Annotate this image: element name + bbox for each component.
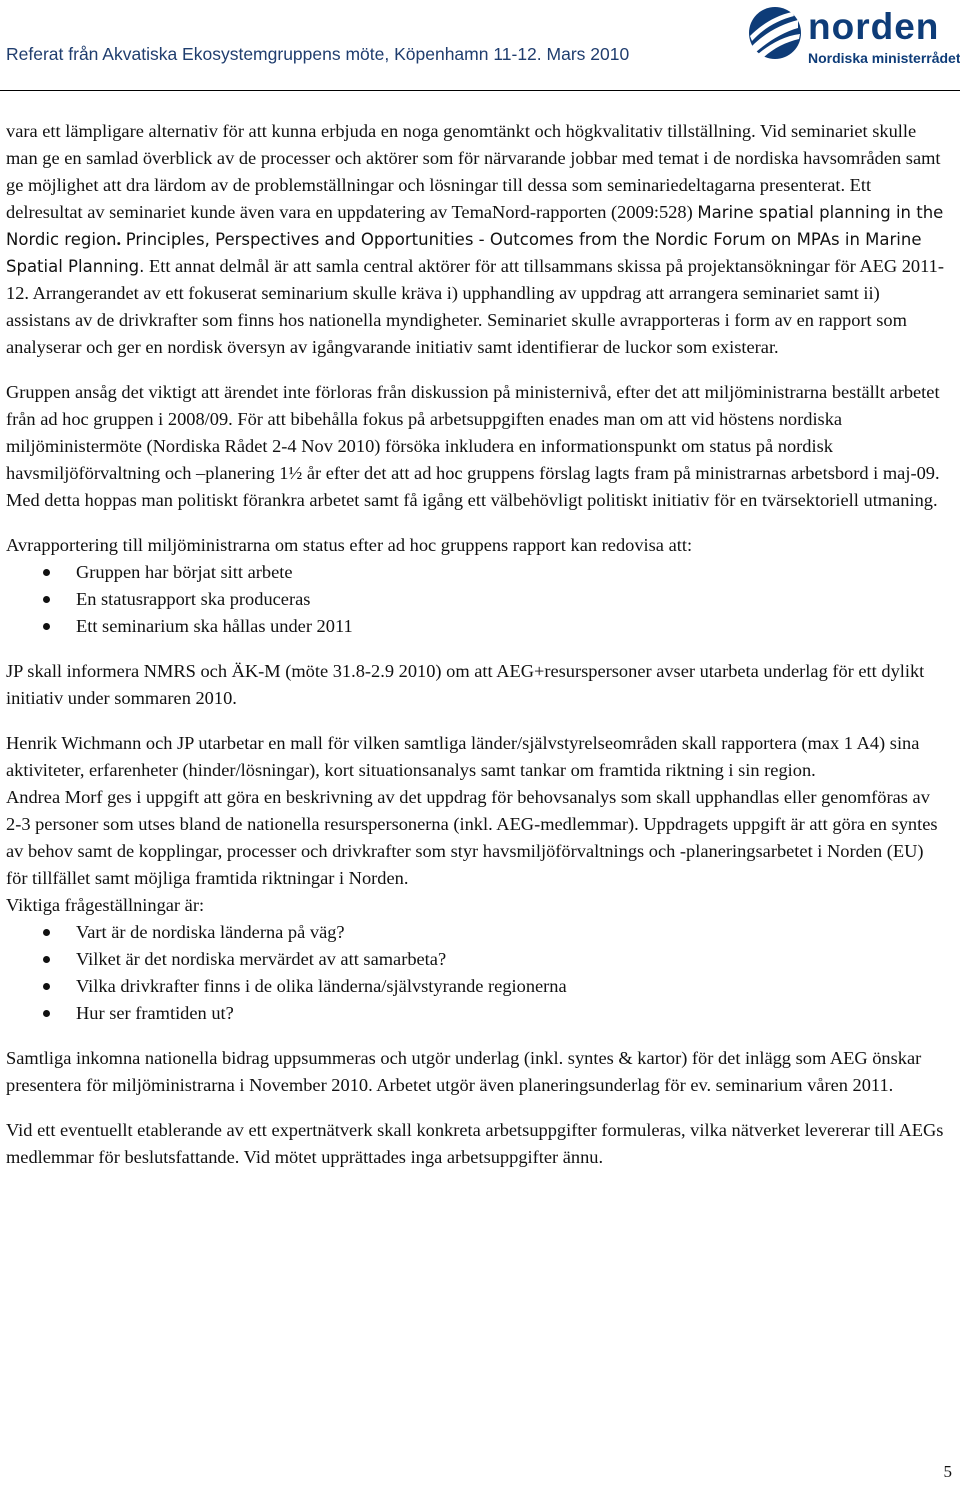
norden-logo — [748, 4, 960, 70]
bullet-list-status — [6, 559, 944, 640]
paragraph-assignment: Andrea Morf ges i uppgift att göra en beskrivning av det uppdrag för behovsanalys som skall upphandlas eller genomföras av 2-3 personer som utses bland de nationella resurspersonerna (inkl. AEG-medlemmar). Uppdragets uppgift är att göra en syntes av behov samt de kopplingar, processer och drivkrafter som styr havsmiljöförvaltnings och -planeringsarbetet i Norden (EU) för tillfället samt möjliga framtida riktningar i Norden. — [6, 787, 938, 888]
list-item: Vart är de nordiska länderna på väg? — [6, 919, 944, 946]
list-item: Gruppen har börjat sitt arbete — [6, 559, 944, 586]
list-item: Vilket är det nordiska mervärdet av att samarbeta? — [6, 946, 944, 973]
paragraph-text: Ett annat delmål är att samla central aktörer för att tillsammans skissa på projektansökningar för AEG 2011-12. Arrangerandet av ett fokuserat seminarium skulle kräva i) upphandling av uppdrag att arrangera seminariet samt ii) assistans av de drivkrafter som finns hos nationella myndigheter. Seminariet skulle avrapporteras i form av en rapport som analyserar och ger en nordisk översyn av igångvarande initiativ samt identifierar de luckor som existerar. — [6, 256, 944, 357]
list-item: Hur ser framtiden ut? — [6, 1000, 944, 1027]
bullet-list-questions — [6, 919, 944, 1027]
document-body — [6, 118, 944, 1171]
paragraph-network: Vid ett eventuellt etablerande av ett expertnätverk skall konkreta arbetsuppgifter formuleras, vilka nätverket levererar till AEGs medlemmar för beslutsfattande. Vid mötet upprättades inga arbetsuppgifter ännu. — [6, 1120, 944, 1167]
header-divider — [0, 90, 960, 91]
page-number: 5 — [943, 1462, 952, 1481]
paragraph-summary: Samtliga inkomna nationella bidrag uppsummeras och utgör underlag (inkl. syntes & kartor) för det inlägg som AEG önskar presentera för miljöministrarna i November 2010. Arbetet utgör även planeringsunderlag för ev. seminarium våren 2011. — [6, 1048, 922, 1095]
paragraph-text: . — [116, 229, 126, 249]
logo-wordmark: norden — [808, 6, 940, 47]
paragraph-seminar — [6, 118, 944, 361]
paragraph-text: vara ett lämpligare alternativ för att kunna erbjuda en noga genomtänkt och högkvalitativ tillställning. Vid seminariet skulle man ge en samlad överblick av de processer och aktörer som för närvarande jobbar med temat i de nordiska havsområden samt ge möjlighet att dra lärdom av de problemställningar och lösningar till dessa som seminariedeltagarna presenterat. Ett delresultat av seminariet kunde även vara en uppdatering av TemaNord-rapporten (2009:528) — [6, 121, 941, 222]
page-header — [0, 0, 960, 92]
paragraph-template: Henrik Wichmann och JP utarbetar en mall för vilken samtliga länder/självstyrelseområden skall rapportera (max 1 A4) sina aktiviteter, erfarenheter (hinder/lösningar), kort situationsanalys samt tankar om framtida riktning i sin region. — [6, 733, 920, 780]
paragraph-reporting: Avrapportering till miljöministrarna om status efter ad hoc gruppens rapport kan redovisa att: — [6, 535, 693, 555]
norden-swan-icon — [748, 6, 802, 60]
logo-subtitle: Nordiska ministerrådet — [808, 50, 960, 66]
list-item: En statusrapport ska produceras — [6, 586, 944, 613]
paragraph-jp: JP skall informera NMRS och ÄK-M (möte 31.8-2.9 2010) om att AEG+resurspersoner avser utarbeta underlag för ett dylikt initiativ under sommaren 2010. — [6, 661, 925, 708]
report-title: Marine spatial planning in the Nordic region — [6, 203, 944, 249]
report-subtitle: Principles, Perspectives and Opportunities - Outcomes from the Nordic Forum on MPAs in Marine Spatial Planning. — [6, 230, 922, 276]
list-item: Vilka drivkrafter finns i de olika länderna/självstyrande regionerna — [6, 973, 944, 1000]
paragraph-questions-intro: Viktiga frågeställningar är: — [6, 895, 205, 915]
paragraph-ministers: Gruppen ansåg det viktigt att ärendet inte förloras från diskussion på ministernivå, efter det att miljöministrarna beställt arbetet från ad hoc gruppen i 2008/09. För att bibehålla fokus på arbetsuppgiften enades man om att vid höstens nordiska miljöministermöte (Nordiska Rådet 2-4 Nov 2010) försöka inkludera en informationspunkt om status på nordisk havsmiljöförvaltning och –planering 1½ år efter det att ad hoc gruppens förslag lagts fram på ministrarnas arbetsbord i maj-09. Med detta hoppas man politiskt förankra arbetet samt få igång ett välbehövligt politiskt initiativ för en tvärsektoriell utmaning. — [6, 382, 940, 510]
header-title: Referat från Akvatiska Ekosystemgruppens möte, Köpenhamn 11-12. Mars 2010 — [6, 44, 630, 64]
list-item: Ett seminarium ska hållas under 2011 — [6, 613, 944, 640]
